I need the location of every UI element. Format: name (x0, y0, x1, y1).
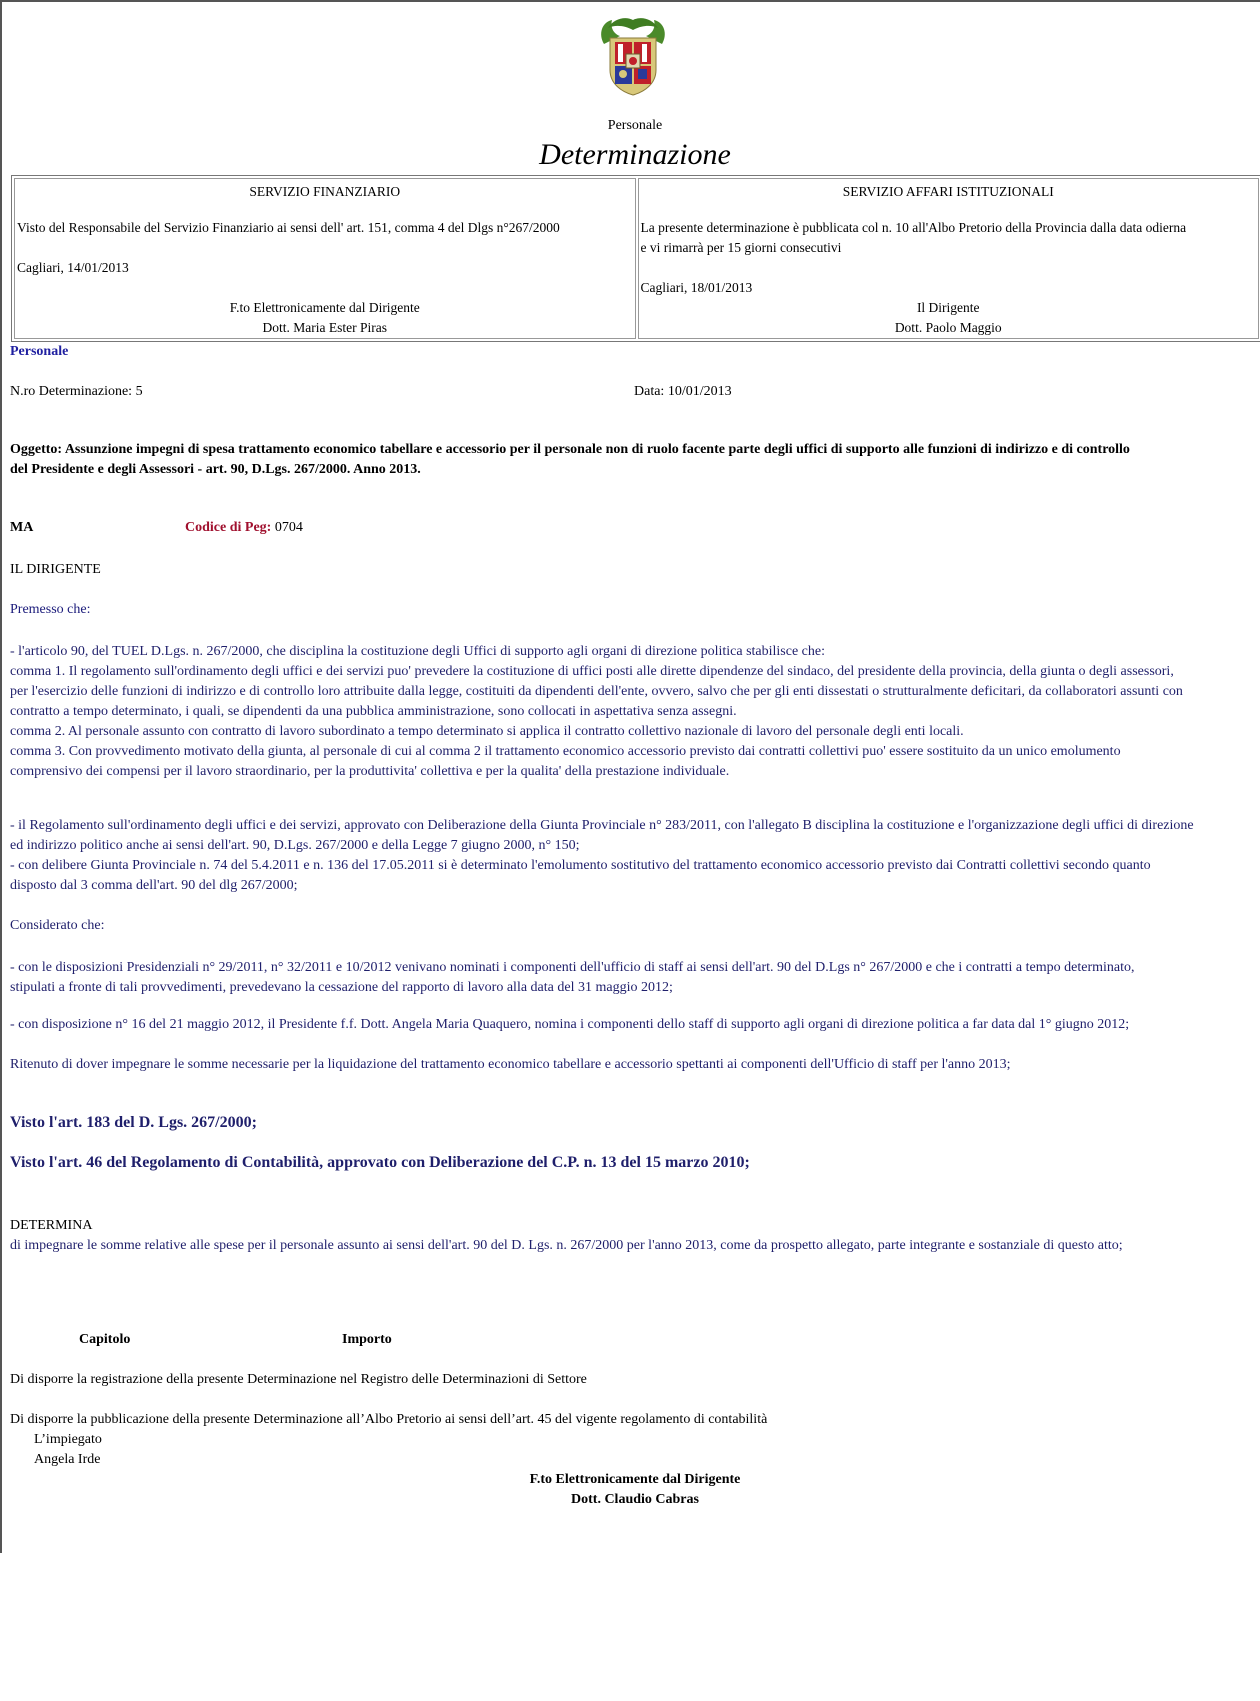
peg-code-label: Codice di Peg: (185, 520, 272, 535)
servizio-affari-title: SERVIZIO AFFARI ISTITUZIONALI (842, 184, 1054, 199)
final-signature-line1: F.to Elettronicamente dal Dirigente (529, 1472, 741, 1487)
servizio-finanziario-text: Visto del Responsabile del Servizio Finanziario ai sensi dell' art. 151, comma 4 del Dlgs n°267/2000 (17, 220, 560, 235)
premesso-heading: Premesso che: (10, 602, 91, 617)
paragraph-line: - l'articolo 90, del TUEL D.Lgs. n. 267/2000, che disciplina la costituzione degli Uffici di supporto agli organi di direzione politica stabilisce che: (10, 644, 825, 659)
page-left-border (0, 0, 2, 1553)
disposizione-paragraph: - con disposizione n° 16 del 21 maggio 2012, il Presidente f.f. Dott. Angela Maria Quaquero, nomina i componenti dello staff di supporto agli organi di direzione politica a far data dal 1° giugno 2012; (10, 1017, 1130, 1032)
paragraph-line: - con le disposizioni Presidenziali n° 29/2011, n° 32/2011 e 10/2012 venivano nominati i componenti dell'ufficio di staff ai sensi dell'art. 90 del D.Lgs n° 267/2000 e che i contratti a tempo determinato, (10, 960, 1135, 975)
visto-art-183: Visto l'art. 183 del D. Lgs. 267/2000; (10, 1114, 257, 1131)
paragraph-line: comma 3. Con provvedimento motivato della giunta, al personale di cui al comma 2 il trattamento economico accessorio previsto dai contratti collettivi puo' essere sostituito da un unico emolumento (10, 744, 1121, 759)
disposizione-pubblicazione: Di disporre la pubblicazione della presente Determinazione all’Albo Pretorio ai sensi dell’art. 45 del vigente regolamento di contabilità (10, 1412, 768, 1427)
page-top-border (0, 0, 1260, 2)
considerato-heading: Considerato che: (10, 918, 105, 933)
impiegato-name: Angela Irde (34, 1452, 101, 1467)
determination-date: Data: 10/01/2013 (634, 384, 732, 399)
province-coat-of-arms-logo (596, 14, 670, 96)
paragraph-line: per l'esercizio delle funzioni di indirizzo e di controllo loro attribuite dalla legge, costituiti da dipendenti dell'ente, ovvero, salvo che per gli enti dissestati o strutturalmente deficitari, da collaboratori assunti con (10, 684, 1183, 699)
paragraph-line: comma 1. Il regolamento sull'ordinamento degli uffici e dei servizi puo' prevedere la costituzione di uffici posti alle dirette dipendenze del sindaco, del presidente della provincia, della giunta o degli assessori, (10, 664, 1174, 679)
document-title: Determinazione (539, 138, 731, 171)
servizio-affari-sign-line2: Dott. Paolo Maggio (894, 320, 1002, 335)
operator-initials: MA (10, 520, 34, 535)
paragraph-line: - con delibere Giunta Provinciale n. 74 del 5.4.2011 e n. 136 del 17.05.2011 si è determinato l'emolumento sostitutivo del trattamento economico accessorio previsto dai Contratti collettivi secondo quanto (10, 858, 1151, 873)
paragraph-line: contratto a tempo determinato, i quali, se dipendenti da una pubblica amministrazione, sono collocati in aspettativa senza assegni. (10, 704, 737, 719)
servizio-finanziario-title: SERVIZIO FINANZIARIO (249, 184, 401, 199)
considerato-paragraph (10, 958, 1260, 998)
servizio-affari-date: Cagliari, 18/01/2013 (640, 280, 753, 295)
premesso-paragraph (10, 642, 1260, 782)
paragraph-line: ed indirizzo politico anche ai sensi dell'art. 90, D.Lgs. 267/2000 e della Legge 7 giugno 2000, n° 150; (10, 838, 580, 853)
services-header-table (11, 175, 1260, 342)
determination-number: N.ro Determinazione: 5 (10, 384, 143, 399)
peg-code (185, 520, 303, 536)
determina-text: di impegnare le somme relative alle spese per il personale assunto ai sensi dell'art. 90 del D. Lgs. n. 267/2000 per l'anno 2013, come da prospetto allegato, parte integrante e sostanziale di questo atto; (10, 1238, 1123, 1253)
servizio-finanziario-date: Cagliari, 14/01/2013 (17, 260, 129, 275)
regolamento-paragraph (10, 816, 1260, 896)
dirigente-heading: IL DIRIGENTE (10, 562, 101, 577)
servizio-finanziario-cell (14, 178, 636, 339)
servizio-affari-cell (638, 178, 1260, 339)
subject-block (10, 440, 1260, 480)
paragraph-line: comprensivo dei compensi per il lavoro straordinario, per la produttivita' collettiva e per la qualita' della prestazione individuale. (10, 764, 730, 779)
paragraph-line: disposto dal 3 comma dell'art. 90 del dlg 267/2000; (10, 878, 298, 893)
servizio-affari-text-1: La presente determinazione è pubblicata col n. 10 all'Albo Pretorio della Provincia dalla data odierna (640, 220, 1187, 235)
determina-heading: DETERMINA (10, 1218, 93, 1233)
servizio-finanziario-sign-line2: Dott. Maria Ester Piras (262, 320, 387, 335)
document-unit-label: Personale (607, 118, 663, 133)
section-label: Personale (10, 344, 69, 359)
paragraph-line: stipulati a fronte di tali provvedimenti, prevedevano la cessazione del rapporto di lavoro alla data del 31 maggio 2012; (10, 980, 673, 995)
final-signature-line2: Dott. Claudio Cabras (571, 1492, 699, 1507)
subject-line-1: Oggetto: Assunzione impegni di spesa trattamento economico tabellare e accessorio per il personale non di ruolo facente parte degli uffici di supporto alle funzioni di indirizzo e di controllo (10, 442, 1130, 457)
peg-code-value: 0704 (274, 520, 303, 535)
impiegato-label: L’impiegato (34, 1432, 102, 1447)
paragraph-line: comma 2. Al personale assunto con contratto di lavoro subordinato a tempo determinato si applica il contratto collettivo nazionale di lavoro del personale degli enti locali. (10, 724, 964, 739)
importo-column-header: Importo (342, 1332, 392, 1347)
disposizione-registrazione: Di disporre la registrazione della presente Determinazione nel Registro delle Determinazioni di Settore (10, 1372, 587, 1387)
subject-line-2: del Presidente e degli Assessori - art. 90, D.Lgs. 267/2000. Anno 2013. (10, 462, 421, 477)
servizio-finanziario-sign-line1: F.to Elettronicamente dal Dirigente (229, 300, 420, 315)
servizio-affari-text-2: e vi rimarrà per 15 giorni consecutivi (640, 240, 842, 255)
servizio-affari-sign-line1: Il Dirigente (916, 300, 980, 315)
capitolo-column-header: Capitolo (79, 1332, 131, 1347)
paragraph-line: - il Regolamento sull'ordinamento degli uffici e dei servizi, approvato con Deliberazione della Giunta Provinciale n° 283/2011, con l'allegato B disciplina la costituzione e l'organizzazione degli uffici di direzione (10, 818, 1194, 833)
ritenuto-paragraph: Ritenuto di dover impegnare le somme necessarie per la liquidazione del trattamento economico tabellare e accessorio spettanti ai componenti dell'Ufficio di staff per l'anno 2013; (10, 1057, 1011, 1072)
visto-art-46: Visto l'art. 46 del Regolamento di Contabilità, approvato con Deliberazione del C.P. n. 13 del 15 marzo 2010; (10, 1154, 750, 1171)
